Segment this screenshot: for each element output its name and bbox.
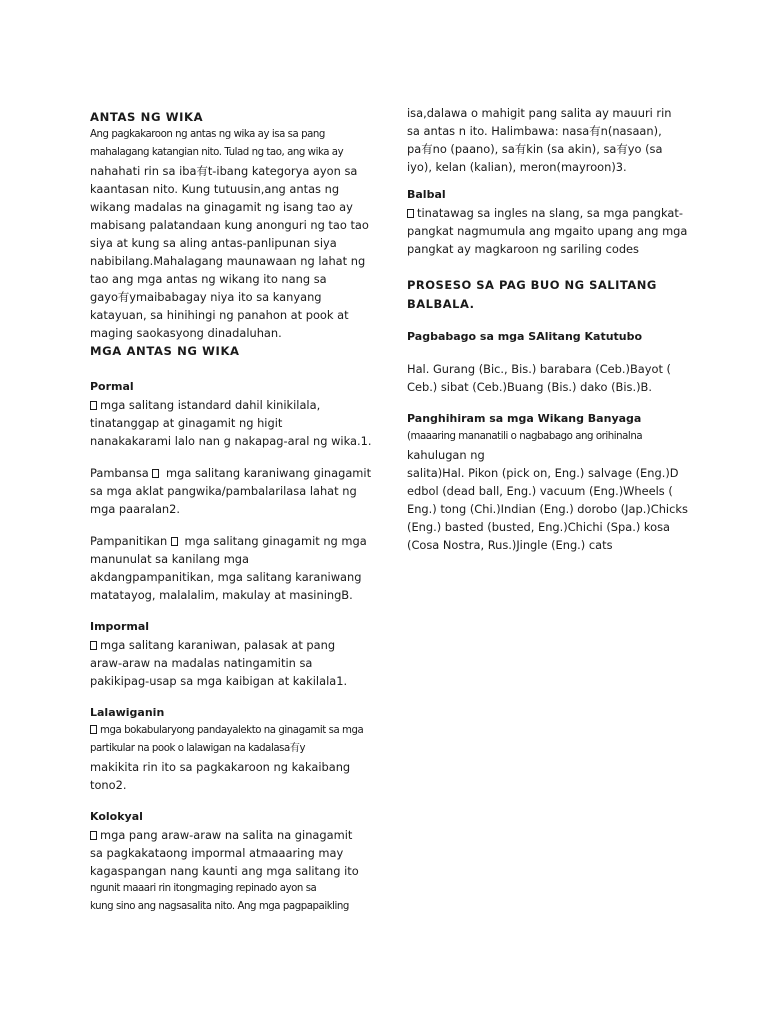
line-text: nabibilang.Mahalagang maunawaan ng lahat ng [90,254,366,268]
line-text: salita)Hal. Pikon (pick on, Eng.) salvage (Eng.)D [407,466,679,480]
line-text: kung sino ang nagsasalita nito. Ang mga pagpapaikling [90,901,349,912]
text-line [90,432,380,450]
text-line [90,414,380,432]
line-text: pa有no (paano), sa有kin (sa akin), sa有yo (sa [407,142,663,156]
heading-pagbabago: Pagbabago sa mga SAlitang Katutubo [407,330,643,343]
text-line [90,776,380,794]
text-line [90,180,380,198]
line-text: akdangpampanitikan, mga salitang karaniwang [90,570,362,584]
text-line [90,270,380,288]
text-line [90,482,380,500]
lalawiganin-paragraph [90,722,380,794]
text-line [407,500,697,518]
line-text: nanakakarami lalo nan g nakapag-aral ng wika.1. [90,434,372,448]
line-text-rest: mga salitang karaniwang ginagamit [162,466,372,480]
text-line [407,204,697,222]
line-text: Pampanitikan [90,534,171,548]
text-line [407,518,697,536]
heading-proseso-line2: BALBALA. [407,297,475,311]
text-line [90,288,380,306]
text-line [90,324,380,342]
text-line [407,158,697,176]
text-line [90,216,380,234]
text-line [407,240,697,258]
missing-glyph-icon [407,209,414,218]
line-text: mga bokabularyong pandayalekto na ginagamit sa mga [100,725,364,736]
heading-lalawiganin: Lalawiganin [90,706,165,719]
text-line [90,252,380,270]
panghihiram-paragraph [407,428,697,554]
heading-proseso-line1: PROSESO SA PAG BUO NG SALITANG [407,278,657,292]
line-text: ngunit maaari rin itongmaging repinado ayon sa [90,883,317,894]
missing-glyph-icon [90,831,97,840]
pagbabago-paragraph [407,360,697,396]
line-text: pangkat nagmumula ang mgaito upang ang mga [407,224,688,238]
line-text: nahahati rin sa iba有t-ibang kategorya ayon sa [90,164,358,178]
kolokyal-paragraph [90,826,380,916]
line-text: isa,dalawa o mahigit pang salita ay mauuri rin [407,106,672,120]
impormal-paragraph [90,636,380,690]
text-line [90,396,380,414]
line-text-rest: mga salitang ginagamit ng mga [180,534,367,548]
text-line [90,550,380,568]
text-line [90,144,380,162]
text-line [90,844,380,862]
line-text: kagaspangan nang kaunti ang mga salitang ito [90,864,359,878]
title-mga-antas-ng-wika: MGA ANTAS NG WIKA [90,344,240,358]
heading-pormal: Pormal [90,380,134,393]
line-text: tinatanggap at ginagamit ng higit [90,416,283,430]
line-text: wikang madalas na ginagamit ng isang tao ay [90,200,353,214]
line-text: manunulat sa kanilang mga [90,552,250,566]
line-text: Hal. Gurang (Bic., Bis.) barabara (Ceb.)Bayot ( [407,362,671,376]
text-line [90,586,380,604]
missing-glyph-icon [90,641,97,650]
line-text: Eng.) tong (Chi.)Indian (Eng.) dorobo (Jap.)Chicks [407,502,688,516]
line-text: mga pang araw-araw na salita na ginagamit [100,828,353,842]
line-text: tono2. [90,778,127,792]
text-line [90,234,380,252]
text-line [407,446,697,464]
line-text: katayuan, sa hinihingi ng panahon at pook at [90,308,349,322]
line-text: araw-araw na madalas natingamitin sa [90,656,313,670]
line-text: matatayog, malalalim, makulay at masiningB. [90,588,353,602]
text-line [90,758,380,776]
title-antas-ng-wika: ANTAS NG WIKA [90,110,204,124]
line-text: mabisang palatandaan kung anonguri ng tao tao [90,218,369,232]
text-line [90,862,380,880]
line-text: pakikipag-usap sa mga kaibigan at kakilala1. [90,674,348,688]
balbal-paragraph [407,204,697,258]
text-line [407,104,697,122]
line-text: makikita rin ito sa pagkakaroon ng kakaibang [90,760,351,774]
text-line [407,464,697,482]
line-text: kahulugan ng [407,448,485,462]
pampanitikan-paragraph [90,532,380,604]
text-line [90,464,380,482]
heading-kolokyal: Kolokyal [90,810,143,823]
line-text: kaantasan nito. Kung tutuusin,ang antas ng [90,182,340,196]
text-line [90,162,380,180]
line-text: gayo有ymaibabagay niya ito sa kanyang [90,290,322,304]
text-line [407,360,697,378]
right-column [407,104,697,554]
text-line [90,880,380,898]
text-line [90,722,380,740]
line-text: maging saokasyong dinadaluhan. [90,326,282,340]
left-column [90,108,380,916]
line-text: (maaaring mananatili o nagbabago ang orihinalna [407,431,643,442]
kolokyal-continued-paragraph [407,104,697,176]
line-text: Ang pagkakaroon ng antas ng wika ay isa sa pang [90,129,325,140]
line-text: Pambansa [90,466,153,480]
line-text: siya at kung sa aling antas-panlipunan siya [90,236,337,250]
line-text: sa antas n ito. Halimbawa: nasa有n(nasaan), [407,124,662,138]
text-line [90,500,380,518]
text-line [90,532,380,550]
text-line [90,826,380,844]
text-line [407,378,697,396]
line-text: mga salitang karaniwan, palasak at pang [100,638,336,652]
pormal-paragraph [90,396,380,450]
text-line [90,126,380,144]
line-text: mga salitang istandard dahil kinikilala, [100,398,321,412]
missing-glyph-icon [152,469,159,478]
line-text: mahalagang katangian nito. Tulad ng tao, ang wika ay [90,147,344,158]
heading-impormal: Impormal [90,620,150,633]
heading-panghihiram: Panghihiram sa mga Wikang Banyaga [407,412,642,425]
line-text: (Eng.) basted (busted, Eng.)Chichi (Spa.) kosa [407,520,670,534]
text-line [407,222,697,240]
missing-glyph-icon [90,401,97,410]
line-text: tao ang mga antas ng wikang ito nang sa [90,272,327,286]
line-text: iyo), kelan (kalian), meron(mayroon)3. [407,160,627,174]
text-line [90,654,380,672]
text-line [407,536,697,554]
text-line [90,198,380,216]
intro-paragraph [90,126,380,342]
text-line [90,636,380,654]
text-line [90,568,380,586]
missing-glyph-icon [90,725,97,734]
line-text: sa pagkakataong impormal atmaaaring may [90,846,344,860]
line-text: tinatawag sa ingles na slang, sa mga pangkat- [417,206,683,220]
text-line [90,898,380,916]
line-text: edbol (dead ball, Eng.) vacuum (Eng.)Wheels ( [407,484,673,498]
text-line [90,740,380,758]
line-text: mga paaralan2. [90,502,181,516]
text-line [407,122,697,140]
text-line [407,140,697,158]
line-text: pangkat ay magkaroon ng sariling codes [407,242,639,256]
missing-glyph-icon [171,537,178,546]
line-text: Ceb.) sibat (Ceb.)Buang (Bis.) dako (Bis.)B. [407,380,652,394]
text-line [407,482,697,500]
pambansa-paragraph [90,464,380,518]
line-text: partikular na pook o lalawigan na kadalasa有y [90,743,306,754]
heading-balbal: Balbal [407,188,446,201]
text-line [90,306,380,324]
line-text: (Cosa Nostra, Rus.)Jingle (Eng.) cats [407,538,613,552]
text-line [90,672,380,690]
text-line [407,428,697,446]
line-text: sa mga aklat pangwika/pambalarilasa lahat ng [90,484,357,498]
